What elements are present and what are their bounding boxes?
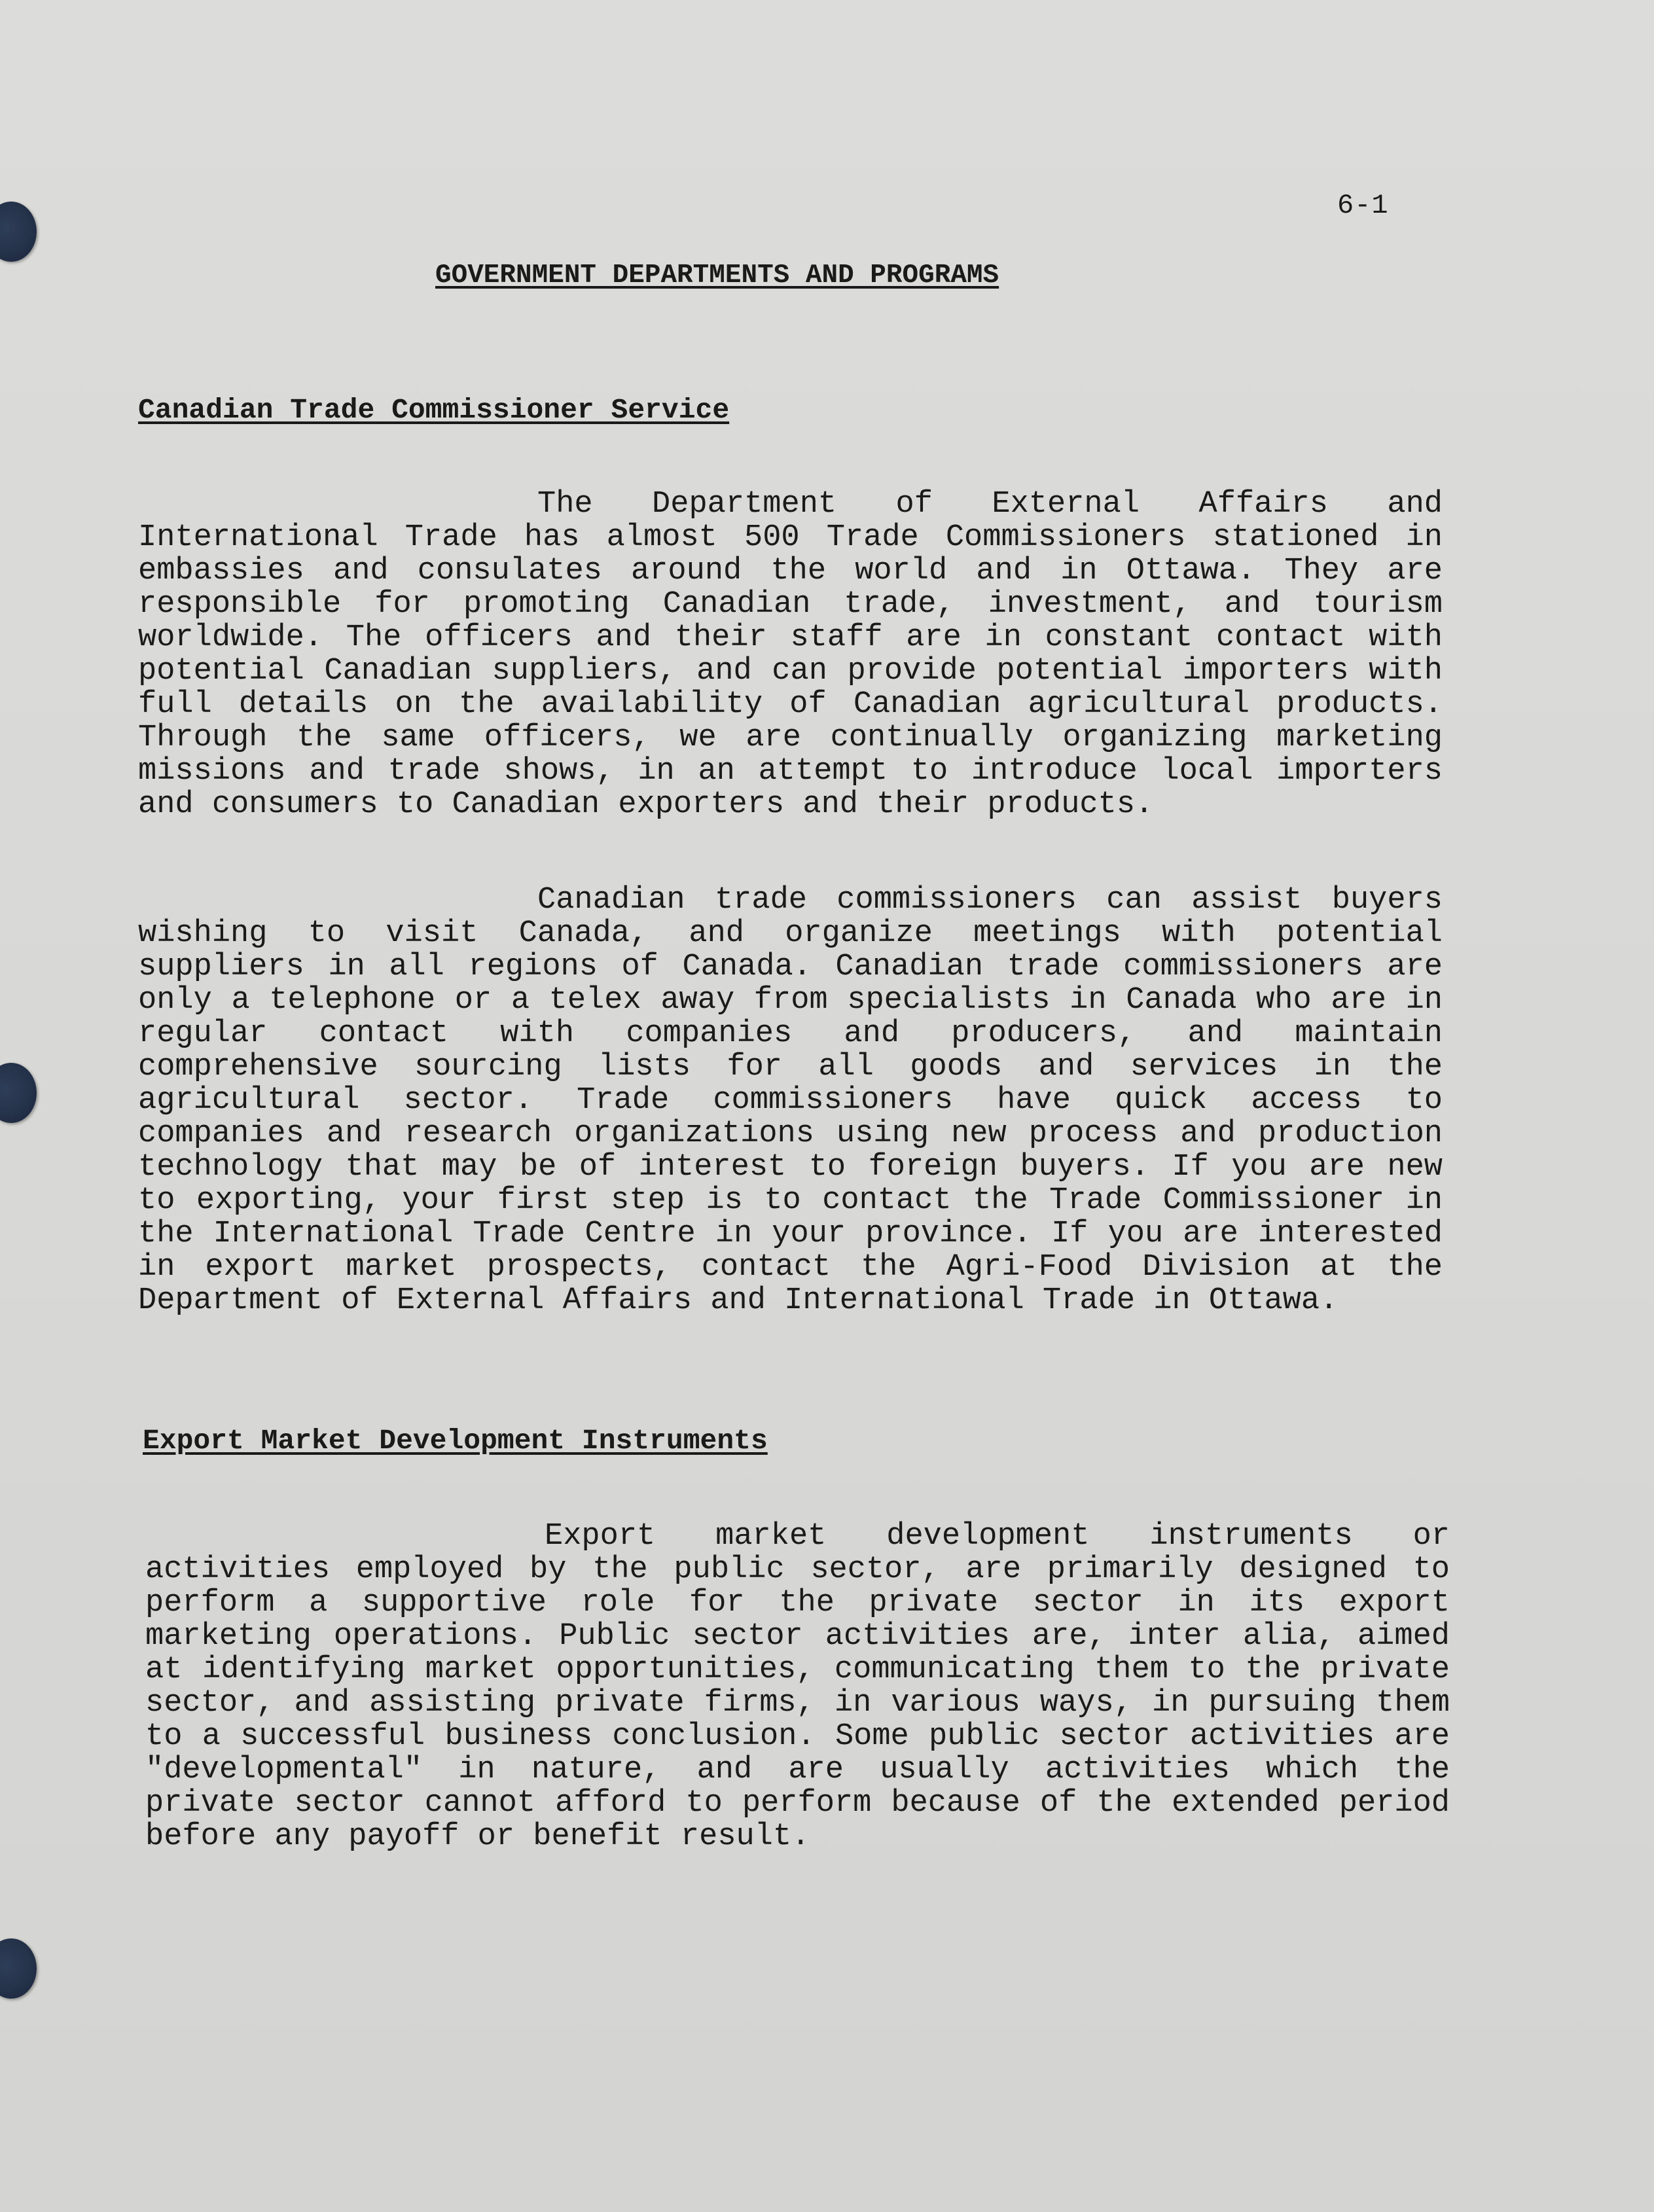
page-title: GOVERNMENT DEPARTMENTS AND PROGRAMS [435, 260, 999, 291]
section-heading-trade-commissioner: Canadian Trade Commissioner Service [138, 394, 730, 426]
paragraph-export-market-1: Export market development instruments or activities employed by the public sector, are primarily designed to perform a supportive role for the private sector in its export marketing operations. Public sector activities are, inter alia, aimed at identifying market opportunities, communicating them to the private sector, and assisting private firms, in various ways, in pursuing them to a successful business conclusion. Some public sector activities are "developmental" in nature, and are usually activities which the private sector cannot afford to perform because of the extended period before any payoff or benefit result. [145, 1519, 1450, 1854]
binder-hole-top [0, 202, 37, 262]
paragraph-trade-commissioner-1: The Department of External Affairs and International Trade has almost 500 Trade Commissioners stationed in embassies and consulates around the world and in Ottawa. They are responsible for promoting Canadian trade, investment, and tourism worldwide. The officers and their staff are in constant contact with potential Canadian suppliers, and can provide potential importers with full details on the availability of Canadian agricultural products. Through the same officers, we are continually organizing marketing missions and trade shows, in an attempt to introduce local importers and consumers to Canadian exporters and their products. [138, 487, 1443, 822]
page-number: 6-1 [1337, 190, 1389, 221]
binder-hole-middle [0, 1063, 37, 1123]
binder-hole-bottom [0, 1938, 37, 1999]
paragraph-trade-commissioner-2: Canadian trade commissioners can assist buyers wishing to visit Canada, and organize meetings with potential suppliers in all regions of Canada. Canadian trade commissioners are only a telephone or a telex away from specialists in Canada who are in regular contact with companies and producers, and maintain comprehensive sourcing lists for all goods and services in the agricultural sector. Trade commissioners have quick access to companies and research organizations using new process and production technology that may be of interest to foreign buyers. If you are new to exporting, your first step is to contact the Trade Commissioner in the International Trade Centre in your province. If you are interested in export market prospects, contact the Agri-Food Division at the Department of External Affairs and International Trade in Ottawa. [138, 883, 1443, 1318]
section-heading-export-market: Export Market Development Instruments [143, 1425, 768, 1457]
